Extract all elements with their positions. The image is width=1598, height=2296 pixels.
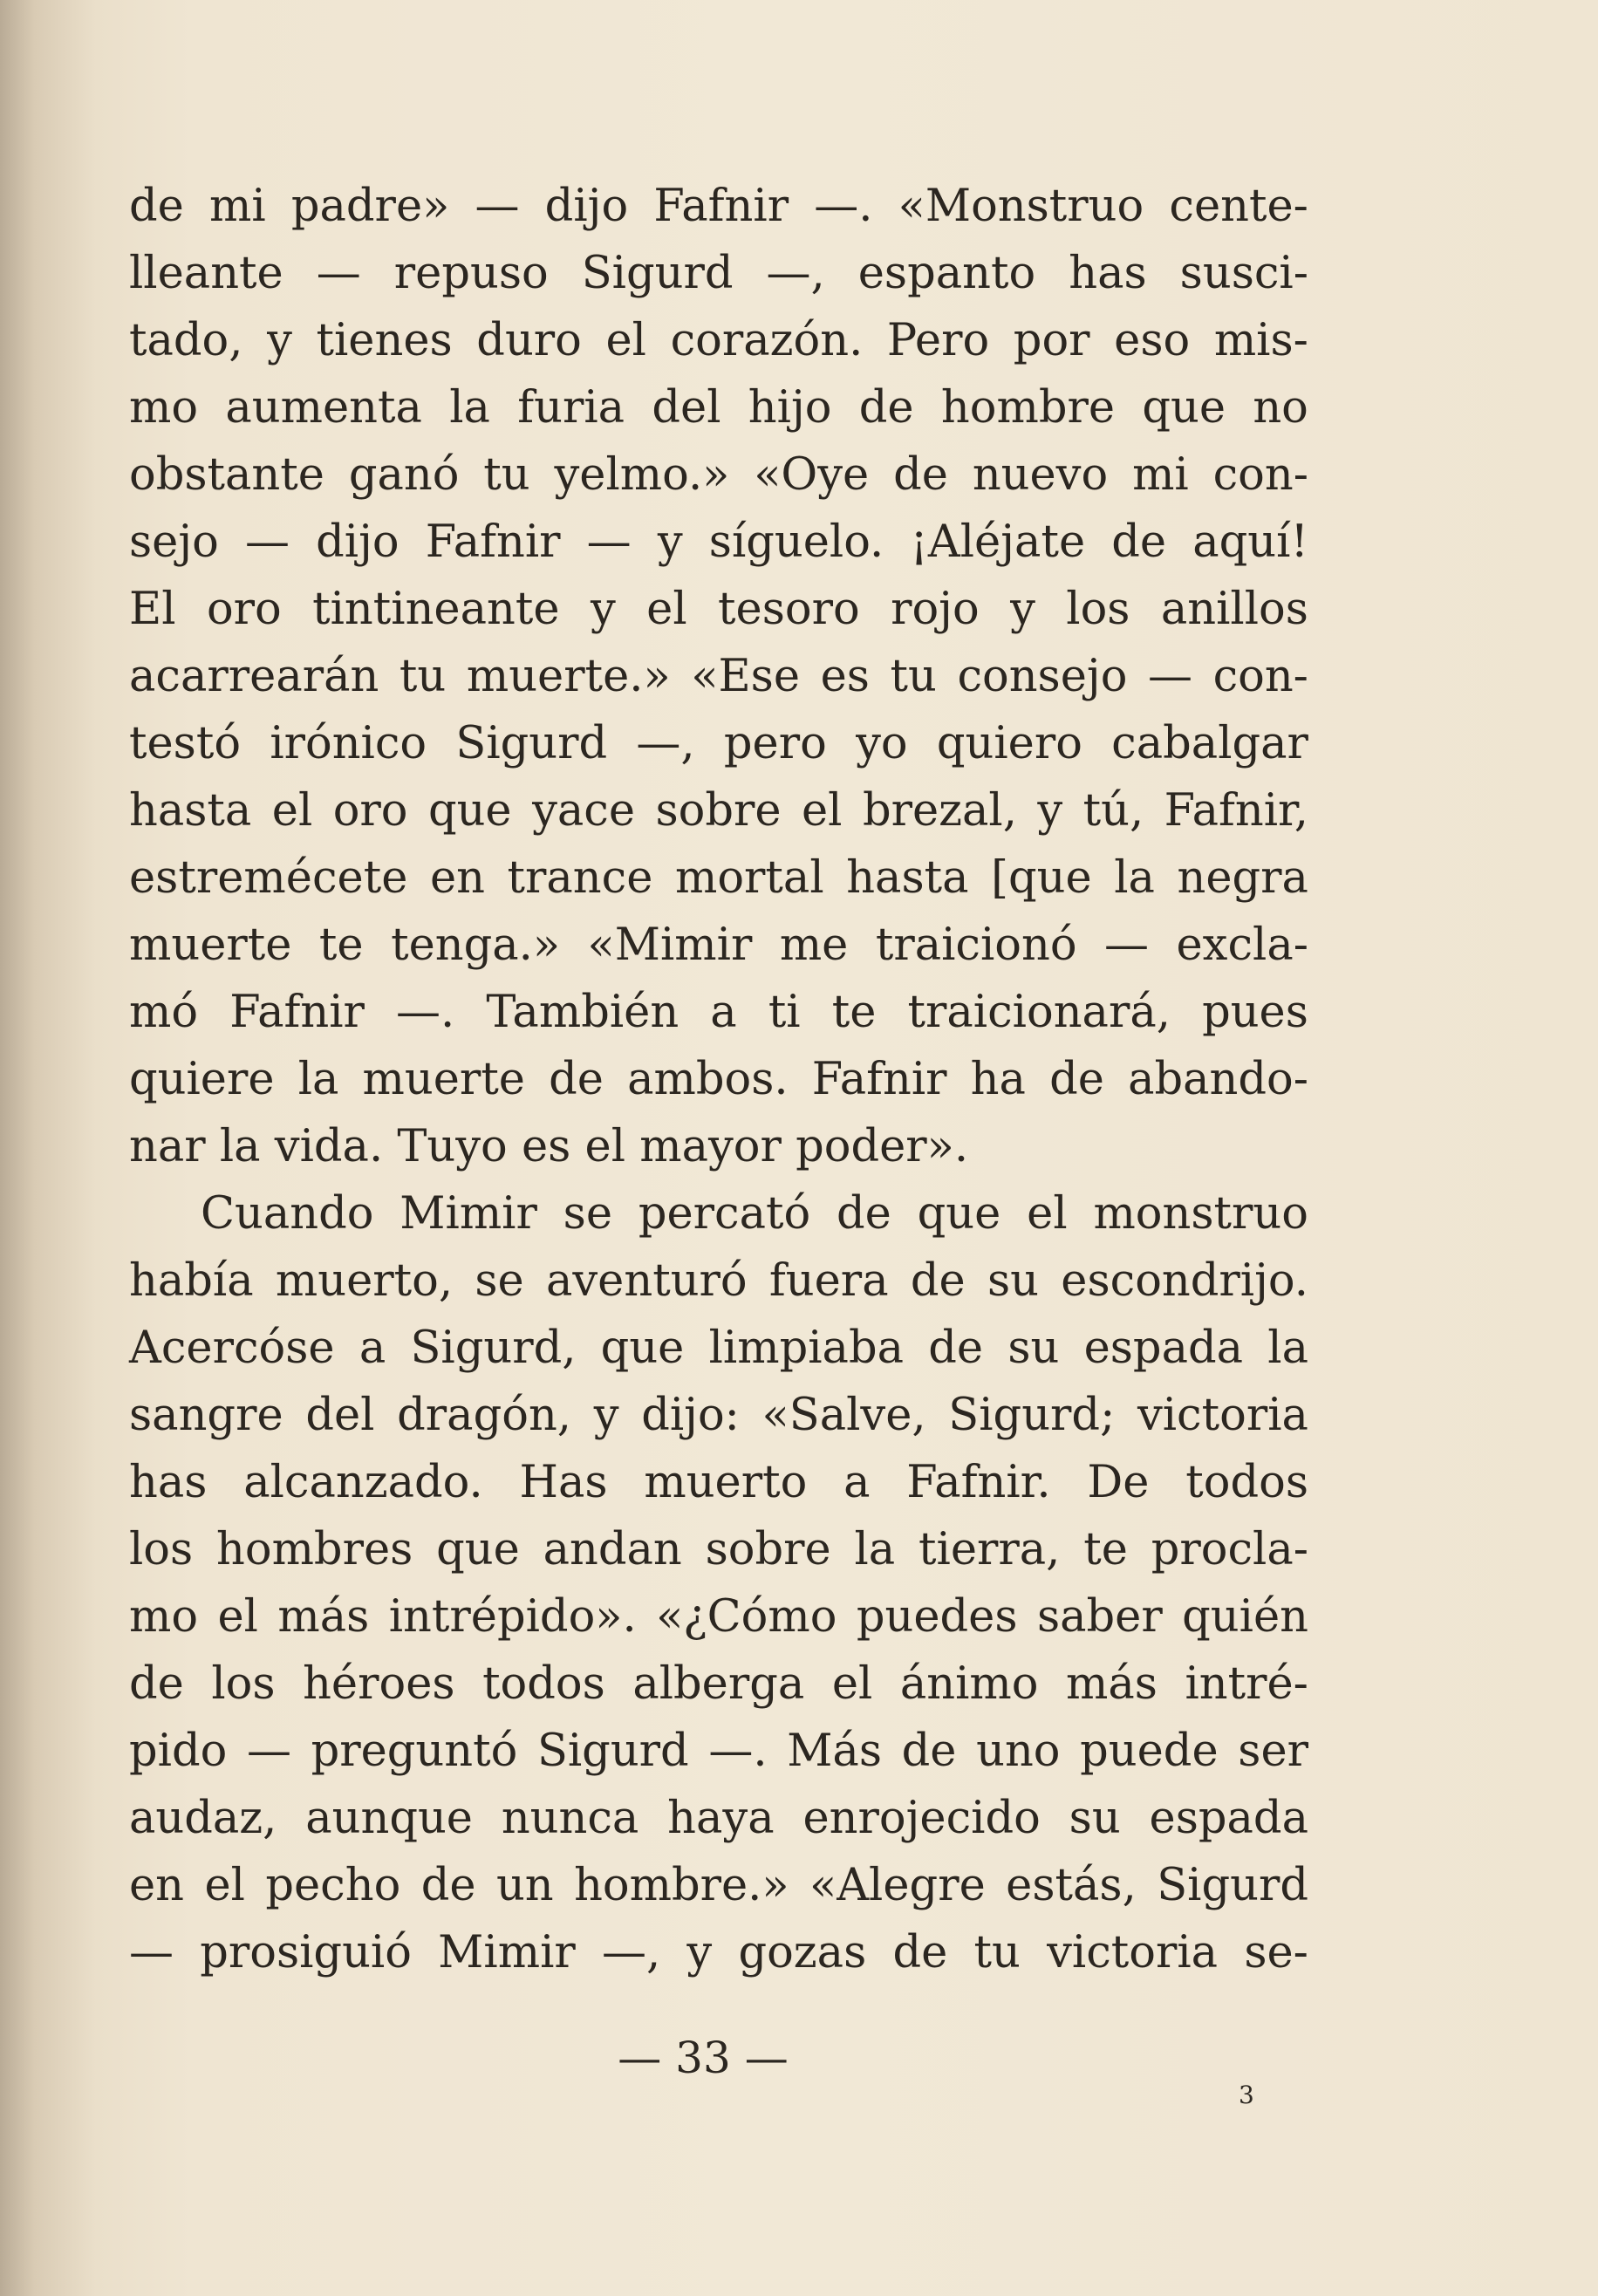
text-line: El oro tintineante y el tesoro rojo y los anillos bbox=[129, 584, 1308, 635]
text-line: Acercóse a Sigurd, que limpiaba de su espada la bbox=[129, 1322, 1308, 1374]
page-number: — 33 — bbox=[618, 2033, 789, 2083]
text-line: estremécete en trance mortal hasta [que la negra bbox=[129, 852, 1308, 904]
text-line: los hombres que andan sobre la tierra, te procla- bbox=[129, 1524, 1308, 1575]
text-line: en el pecho de un hombre.» «Alegre estás, Sigurd bbox=[129, 1860, 1308, 1911]
text-line: tado, y tienes duro el corazón. Pero por eso mis- bbox=[129, 315, 1308, 366]
text-line: sejo — dijo Fafnir — y síguelo. ¡Aléjate de aquí! bbox=[129, 516, 1308, 568]
text-line: obstante ganó tu yelmo.» «Oye de nuevo mi con- bbox=[129, 449, 1308, 501]
text-line: mó Fafnir —. También a ti te traicionará, pues bbox=[129, 987, 1308, 1038]
text-line: de los héroes todos alberga el ánimo más intré- bbox=[129, 1658, 1308, 1710]
text-line: Cuando Mimir se percató de que el monstruo bbox=[201, 1188, 1308, 1240]
text-line: mo aumenta la furia del hijo de hombre que no bbox=[129, 382, 1308, 434]
text-line: pido — preguntó Sigurd —. Más de uno puede ser bbox=[129, 1725, 1308, 1777]
text-line: testó irónico Sigurd —, pero yo quiero cabalgar bbox=[129, 718, 1308, 769]
text-line: — prosiguió Mimir —, y gozas de tu victoria se- bbox=[129, 1927, 1308, 1978]
text-line: nar la vida. Tuyo es el mayor poder». bbox=[129, 1121, 969, 1172]
text-line: muerte te tenga.» «Mimir me traicionó — excla- bbox=[129, 919, 1308, 971]
text-line: mo el más intrépido». «¿Cómo puedes saber quién bbox=[129, 1591, 1308, 1643]
text-line: has alcanzado. Has muerto a Fafnir. De todos bbox=[129, 1457, 1308, 1508]
text-line: de mi padre» — dijo Fafnir —. «Monstruo cente- bbox=[129, 181, 1308, 232]
text-line: acarrearán tu muerte.» «Ese es tu consejo — con- bbox=[129, 651, 1308, 702]
text-line: hasta el oro que yace sobre el brezal, y tú, Fafnir, bbox=[129, 785, 1308, 837]
text-line: audaz, aunque nunca haya enrojecido su espada bbox=[129, 1793, 1308, 1844]
text-line: quiere la muerte de ambos. Fafnir ha de abando- bbox=[129, 1054, 1308, 1105]
body-text bbox=[129, 173, 1308, 1986]
text-line: sangre del dragón, y dijo: «Salve, Sigurd; victoria bbox=[129, 1390, 1308, 1441]
signature-mark: 3 bbox=[1239, 2081, 1254, 2109]
text-line: había muerto, se aventuró fuera de su escondrijo. bbox=[129, 1255, 1308, 1307]
text-line: lleante — repuso Sigurd —, espanto has susci- bbox=[129, 248, 1308, 299]
